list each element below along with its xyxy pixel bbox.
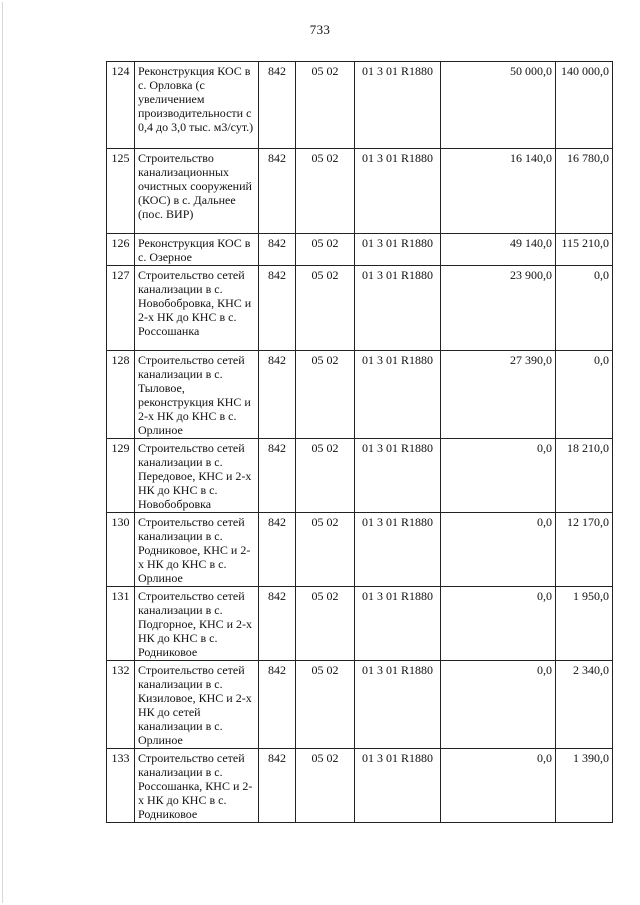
cell-ministry-code: 842 bbox=[259, 149, 296, 234]
cell-object-name: Строительство сетей канализации в с. Россошанка, КНС и 2-х НК до КНС в с. Родниковое bbox=[135, 749, 259, 823]
cell-amount-year1: 23 900,0 bbox=[441, 266, 556, 351]
cell-ministry-code: 842 bbox=[259, 234, 296, 266]
cell-object-name: Строительство сетей канализации в с. Кизиловое, КНС и 2-х НК до сетей канализации в с. Орлиное bbox=[135, 661, 259, 749]
cell-row-number: 126 bbox=[107, 234, 135, 266]
page-number: 733 bbox=[309, 22, 331, 37]
cell-target-code: 01 3 01 R1880 bbox=[355, 62, 441, 149]
cell-amount-year2: 140 000,0 bbox=[556, 62, 613, 149]
cell-amount-year2: 18 210,0 bbox=[556, 439, 613, 513]
cell-amount-year2: 1 390,0 bbox=[556, 749, 613, 823]
cell-amount-year1: 27 390,0 bbox=[441, 351, 556, 439]
cell-ministry-code: 842 bbox=[259, 749, 296, 823]
cell-amount-year1: 50 000,0 bbox=[441, 62, 556, 149]
cell-row-number: 130 bbox=[107, 513, 135, 587]
cell-object-name: Строительство канализационных очистных сооружений (КОС) в с. Дальнее (пос. ВИР) bbox=[135, 149, 259, 234]
cell-ministry-code: 842 bbox=[259, 513, 296, 587]
cell-amount-year2: 0,0 bbox=[556, 266, 613, 351]
table-row bbox=[107, 749, 613, 823]
cell-amount-year2: 16 780,0 bbox=[556, 149, 613, 234]
cell-section-code: 05 02 bbox=[296, 513, 355, 587]
cell-section-code: 05 02 bbox=[296, 661, 355, 749]
cell-ministry-code: 842 bbox=[259, 62, 296, 149]
table-row bbox=[107, 351, 613, 439]
table-row bbox=[107, 62, 613, 149]
cell-target-code: 01 3 01 R1880 bbox=[355, 439, 441, 513]
cell-section-code: 05 02 bbox=[296, 149, 355, 234]
cell-amount-year1: 49 140,0 bbox=[441, 234, 556, 266]
cell-object-name: Реконструкция КОС в с. Озерное bbox=[135, 234, 259, 266]
table-row bbox=[107, 234, 613, 266]
cell-target-code: 01 3 01 R1880 bbox=[355, 266, 441, 351]
cell-section-code: 05 02 bbox=[296, 351, 355, 439]
cell-amount-year1: 0,0 bbox=[441, 661, 556, 749]
cell-target-code: 01 3 01 R1880 bbox=[355, 351, 441, 439]
cell-section-code: 05 02 bbox=[296, 587, 355, 661]
cell-ministry-code: 842 bbox=[259, 351, 296, 439]
table-row bbox=[107, 587, 613, 661]
cell-target-code: 01 3 01 R1880 bbox=[355, 661, 441, 749]
cell-row-number: 131 bbox=[107, 587, 135, 661]
cell-object-name: Строительство сетей канализации в с. Новобобровка, КНС и 2-х НК до КНС в с. Россошанка bbox=[135, 266, 259, 351]
cell-target-code: 01 3 01 R1880 bbox=[355, 513, 441, 587]
cell-row-number: 125 bbox=[107, 149, 135, 234]
cell-amount-year2: 0,0 bbox=[556, 351, 613, 439]
cell-ministry-code: 842 bbox=[259, 661, 296, 749]
cell-object-name: Реконструкция КОС в с. Орловка (с увеличением производительности с 0,4 до 3,0 тыс. м3/сут.) bbox=[135, 62, 259, 149]
cell-ministry-code: 842 bbox=[259, 587, 296, 661]
table-row bbox=[107, 149, 613, 234]
cell-section-code: 05 02 bbox=[296, 266, 355, 351]
cell-amount-year2: 12 170,0 bbox=[556, 513, 613, 587]
cell-amount-year1: 16 140,0 bbox=[441, 149, 556, 234]
budget-table bbox=[106, 61, 613, 823]
cell-target-code: 01 3 01 R1880 bbox=[355, 149, 441, 234]
table-row bbox=[107, 266, 613, 351]
cell-object-name: Строительство сетей канализации в с. Подгорное, КНС и 2-х НК до КНС в с. Родниковое bbox=[135, 587, 259, 661]
cell-amount-year2: 2 340,0 bbox=[556, 661, 613, 749]
table-row bbox=[107, 513, 613, 587]
cell-row-number: 129 bbox=[107, 439, 135, 513]
cell-amount-year2: 115 210,0 bbox=[556, 234, 613, 266]
table-row bbox=[107, 661, 613, 749]
cell-amount-year2: 1 950,0 bbox=[556, 587, 613, 661]
cell-amount-year1: 0,0 bbox=[441, 513, 556, 587]
cell-row-number: 124 bbox=[107, 62, 135, 149]
cell-row-number: 133 bbox=[107, 749, 135, 823]
cell-ministry-code: 842 bbox=[259, 266, 296, 351]
cell-section-code: 05 02 bbox=[296, 234, 355, 266]
cell-object-name: Строительство сетей канализации в с. Передовое, КНС и 2-х НК до КНС в с. Новобобровка bbox=[135, 439, 259, 513]
cell-ministry-code: 842 bbox=[259, 439, 296, 513]
table-row bbox=[107, 439, 613, 513]
cell-amount-year1: 0,0 bbox=[441, 749, 556, 823]
cell-target-code: 01 3 01 R1880 bbox=[355, 587, 441, 661]
cell-amount-year1: 0,0 bbox=[441, 439, 556, 513]
cell-target-code: 01 3 01 R1880 bbox=[355, 234, 441, 266]
cell-section-code: 05 02 bbox=[296, 62, 355, 149]
cell-section-code: 05 02 bbox=[296, 439, 355, 513]
table-body bbox=[107, 62, 613, 823]
cell-object-name: Строительство сетей канализации в с. Родниковое, КНС и 2-х НК до КНС в с. Орлиное bbox=[135, 513, 259, 587]
cell-row-number: 127 bbox=[107, 266, 135, 351]
cell-row-number: 128 bbox=[107, 351, 135, 439]
cell-target-code: 01 3 01 R1880 bbox=[355, 749, 441, 823]
cell-object-name: Строительство сетей канализации в с. Тыловое, реконструкция КНС и 2-х НК до КНС в с. Орлиное bbox=[135, 351, 259, 439]
cell-amount-year1: 0,0 bbox=[441, 587, 556, 661]
cell-section-code: 05 02 bbox=[296, 749, 355, 823]
cell-row-number: 132 bbox=[107, 661, 135, 749]
